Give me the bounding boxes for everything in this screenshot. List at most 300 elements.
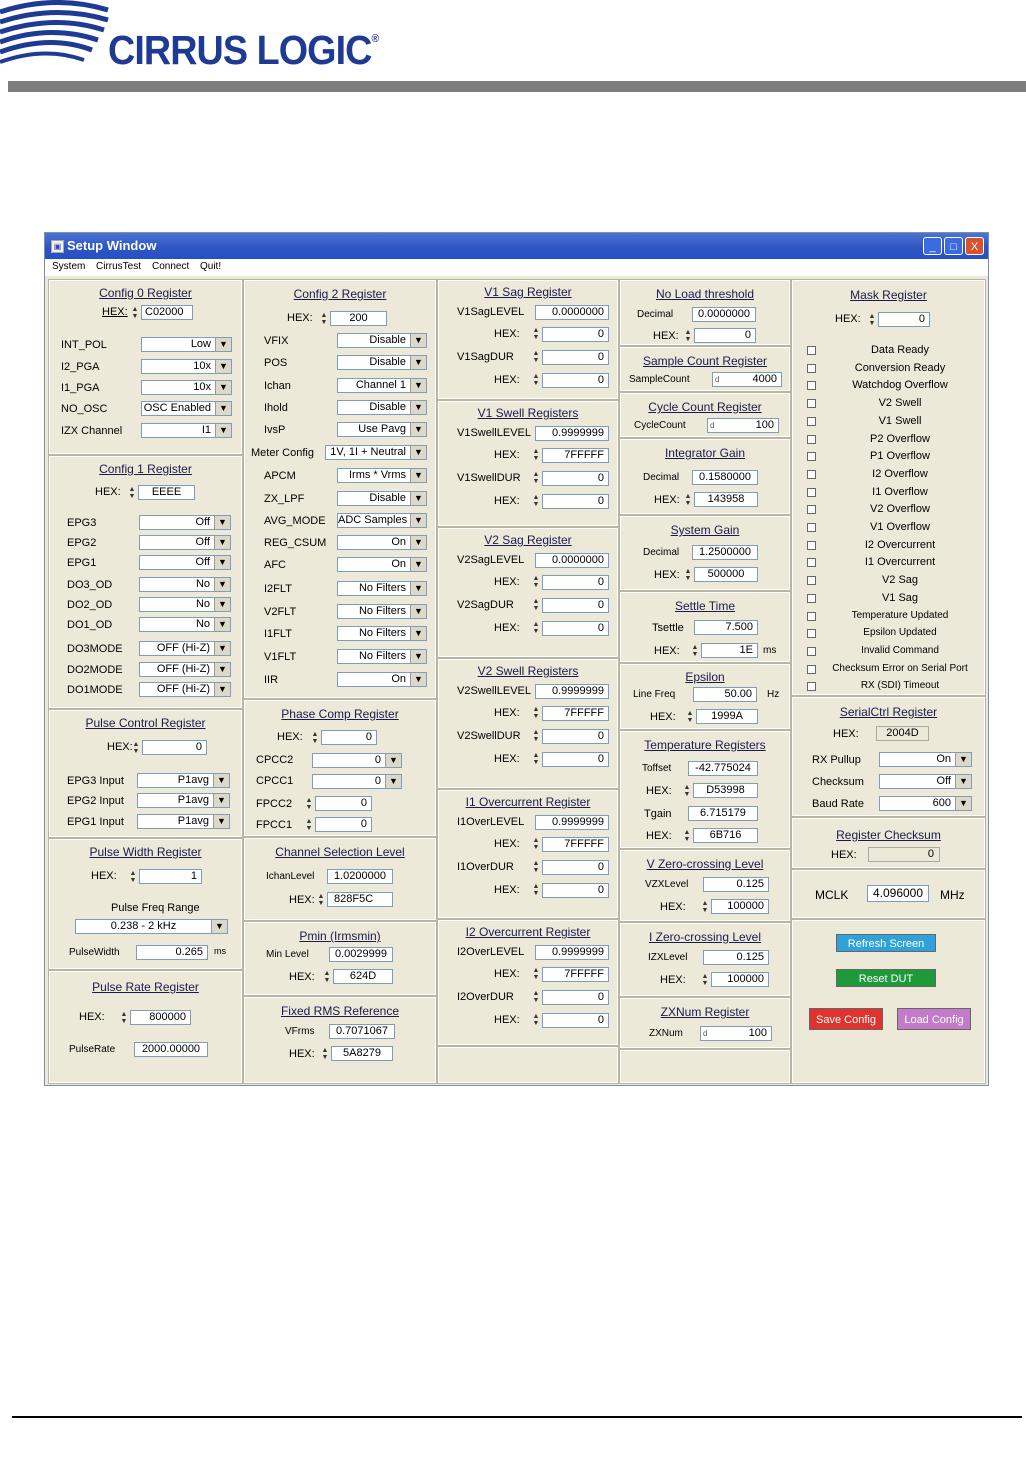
mask-label-invalid-command: Invalid Command <box>861 644 939 656</box>
intgain-hex-label: HEX: <box>654 494 680 506</box>
mask-label-watchdog-overflow: Watchdog Overflow <box>852 379 948 392</box>
title-bar[interactable] <box>45 233 988 259</box>
toffset-field[interactable]: -42.775024 <box>688 761 758 776</box>
samplecount-panel <box>620 347 790 391</box>
epg2-select[interactable] <box>139 535 231 550</box>
i1over-d-field[interactable]: 0 <box>542 883 609 898</box>
config2-hex-spinner[interactable]: ▲ ▼ <box>320 312 328 326</box>
no-osc-label: NO_OSC <box>61 403 108 415</box>
v2swell-a-field[interactable]: 0.9999999 <box>535 684 609 699</box>
epg1-label: EPG1 <box>67 557 97 569</box>
zxnum-prefix: d <box>703 1029 708 1038</box>
v2sag-d-spinner[interactable]: ▲ ▼ <box>532 621 540 635</box>
settle-hex-label: HEX: <box>654 645 680 657</box>
epg2-input-select[interactable] <box>137 793 230 808</box>
epg1-select[interactable] <box>139 555 231 570</box>
ivsp-select-value: Use Pavg <box>358 423 406 435</box>
chevron-down-icon: ▼ <box>410 605 426 618</box>
epsilon-hex-spinner[interactable]: ▲ ▼ <box>686 710 694 724</box>
temp-hex1-field[interactable]: D53998 <box>693 783 758 798</box>
v1swell-b-spinner[interactable]: ▲ ▼ <box>532 448 540 462</box>
config1-hex-spinner[interactable]: ▲ ▼ <box>128 486 136 500</box>
ihold-select-value: Disable <box>369 401 406 413</box>
i1-pga-select[interactable] <box>141 380 232 395</box>
vzx-hex-field[interactable]: 100000 <box>711 899 769 914</box>
temp-hex1-spinner[interactable]: ▲ ▼ <box>683 784 691 798</box>
channel-selection-hex-label: HEX: <box>289 894 315 906</box>
v1swell-b-field[interactable]: 7FFFFF <box>542 448 609 463</box>
v2sag-b-spinner[interactable]: ▲ ▼ <box>532 575 540 589</box>
register-checksum-title: Register Checksum <box>836 828 941 842</box>
mask-label-i1-overflow: I1 Overflow <box>872 485 928 498</box>
intgain-decimal-field[interactable]: 0.1580000 <box>692 470 758 485</box>
zx-lpf-select[interactable] <box>337 491 427 506</box>
epg3-select-value: Off <box>195 516 210 528</box>
baud-rate-label: Baud Rate <box>812 798 864 810</box>
i1over-d-spinner[interactable]: ▲ ▼ <box>532 883 540 897</box>
chevron-down-icon: ▼ <box>215 360 231 373</box>
mask-label-v2-sag: V2 Sag <box>881 574 919 587</box>
i2over-a-field[interactable]: 0.9999999 <box>535 945 609 960</box>
v2sag-a-field[interactable]: 0.0000000 <box>535 553 609 568</box>
regchecksum-hex-label: HEX: <box>831 849 857 861</box>
config2-hex-label: HEX: <box>287 312 313 324</box>
chevron-down-icon: ▼ <box>410 492 426 505</box>
v1swell-a-field[interactable]: 0.9999999 <box>535 426 609 441</box>
vzx-hex-spinner[interactable]: ▲ ▼ <box>701 900 709 914</box>
i2over-a-label: I2OverLEVEL <box>457 946 525 958</box>
baud-rate-select[interactable] <box>879 796 972 811</box>
sysgain-hex-field[interactable]: 500000 <box>694 567 758 582</box>
v1swell-c-spinner[interactable]: ▲ ▼ <box>532 471 540 485</box>
temp-hex2-field[interactable]: 6B716 <box>693 828 758 843</box>
chevron-down-icon: ▼ <box>214 663 230 676</box>
samplecount-field[interactable] <box>712 372 782 387</box>
chevron-down-icon: ▼ <box>410 469 426 482</box>
iir-label: IIR <box>264 674 279 686</box>
v2swell-b-spinner[interactable]: ▲ ▼ <box>532 706 540 720</box>
cpcc2-value: 0 <box>374 754 381 766</box>
pulse-freq-select[interactable] <box>75 919 228 934</box>
do3mode-label: DO3MODE <box>67 643 123 655</box>
noload-hex-field[interactable]: 0 <box>694 328 756 343</box>
v1sag-c-spinner[interactable]: ▲ ▼ <box>532 350 540 364</box>
epg2-input-label: EPG2 Input <box>67 795 124 807</box>
iir-select-value: On <box>391 673 406 685</box>
checksum-select[interactable] <box>879 774 972 789</box>
izxlevel-field[interactable]: 0.125 <box>703 950 769 965</box>
i1over-title: I1 Overcurrent Register <box>465 795 591 809</box>
afc-select[interactable] <box>337 557 427 572</box>
v1sag-a-field[interactable]: 0.0000000 <box>535 305 609 320</box>
mask-title: Mask Register <box>850 288 927 302</box>
int-pol-value: Low <box>190 338 211 350</box>
v2swell-d-spinner[interactable]: ▲ ▼ <box>532 752 540 766</box>
vzxlevel-field[interactable]: 0.125 <box>703 877 769 892</box>
v1swell-c-field[interactable]: 0 <box>542 471 609 486</box>
pulse-rate-hex-label: HEX: <box>79 1011 105 1023</box>
menu-connect[interactable]: Connect <box>152 261 190 272</box>
samplecount-value: 4000 <box>752 373 777 385</box>
cyclecount-title: Cycle Count Register <box>648 400 762 414</box>
serialctrl-hex-label: HEX: <box>833 728 859 740</box>
tgain-label: Tgain <box>644 808 672 820</box>
i2over-c-spinner[interactable]: ▲ ▼ <box>532 990 540 1004</box>
temp-hex2-label: HEX: <box>646 830 672 842</box>
sysgain-hex-spinner[interactable]: ▲ ▼ <box>684 568 692 582</box>
fixed-rms-hex-field[interactable]: 5A8279 <box>331 1046 393 1061</box>
refresh-screen-button[interactable]: Refresh Screen <box>836 934 936 952</box>
brand-name: CIRRUS LOGIC <box>108 27 372 73</box>
v2swell-c-spinner[interactable]: ▲ ▼ <box>532 729 540 743</box>
do1mode-select[interactable] <box>139 682 231 697</box>
i2over-b-field[interactable]: 7FFFFF <box>542 967 609 982</box>
izx-hex-field[interactable]: 100000 <box>711 972 769 987</box>
system-gain-panel <box>620 516 790 590</box>
config0-hex-field[interactable]: C02000 <box>141 305 193 320</box>
ichanlevel-label: IchanLevel <box>266 871 315 882</box>
config2-panel <box>244 280 436 698</box>
i1flt-select-value: No Filters <box>358 627 406 639</box>
i1over-b-label: HEX: <box>494 838 520 850</box>
chevron-down-icon: ▼ <box>410 446 426 459</box>
epsilon-hex-label: HEX: <box>650 711 676 723</box>
toffset-label: Toffset <box>642 763 672 774</box>
line-freq-unit: Hz <box>767 689 780 700</box>
pulse-width-hex-spinner[interactable]: ▲ ▼ <box>129 870 137 884</box>
load-config-button[interactable]: Load Config <box>897 1008 971 1030</box>
cpcc2-select[interactable] <box>312 753 402 768</box>
tgain-field[interactable]: 6.715179 <box>688 806 758 821</box>
mclk-unit: MHz <box>940 888 965 902</box>
do1mode-label: DO1MODE <box>67 684 123 696</box>
i1-pga-label: I1_PGA <box>61 382 100 394</box>
v1sag-c-label: V1SagDUR <box>457 351 514 363</box>
pulse-width-hex-field[interactable]: 1 <box>139 869 202 884</box>
temp-hex2-spinner[interactable]: ▲ ▼ <box>683 829 691 843</box>
i1over-c-spinner[interactable]: ▲ ▼ <box>532 860 540 874</box>
intgain-hex-field[interactable]: 143958 <box>694 492 758 507</box>
ichan-label: Ichan <box>264 380 291 392</box>
config2-hex-field[interactable]: 200 <box>330 311 387 326</box>
pulsewidth-field[interactable]: 0.265 <box>136 945 208 960</box>
empty-panel-2 <box>620 1050 790 1083</box>
pulse-width-panel <box>49 839 242 969</box>
v1sag-d-field[interactable]: 0 <box>542 373 609 388</box>
do1-od-select-value: No <box>195 618 210 630</box>
do3mode-select-value: OFF (Hi-Z) <box>156 642 210 654</box>
cyclecount-field[interactable] <box>707 418 779 433</box>
reg-csum-select[interactable] <box>337 535 427 550</box>
do2mode-select-value: OFF (Hi-Z) <box>156 663 210 675</box>
mask-label-v2-swell: V2 Swell <box>878 397 922 410</box>
samplecount-prefix: d <box>715 375 720 384</box>
tsettle-label: Tsettle <box>652 622 684 634</box>
v1swell-d-field[interactable]: 0 <box>542 494 609 509</box>
izx-channel-value: I1 <box>201 424 211 436</box>
zxnum-field[interactable] <box>700 1026 772 1041</box>
v1swell-panel <box>438 401 618 526</box>
chevron-down-icon: ▼ <box>410 650 426 663</box>
izx-panel <box>620 923 790 996</box>
min-level-field[interactable]: 0.0029999 <box>329 947 393 962</box>
do1-od-label: DO1_OD <box>67 619 113 631</box>
mask-hex-spinner[interactable]: ▲ ▼ <box>868 313 876 327</box>
v2sag-b-field[interactable]: 0 <box>542 575 609 590</box>
config1-hex-field[interactable]: EEEE <box>138 485 195 500</box>
pmin-panel <box>244 922 436 995</box>
minimize-button[interactable]: _ <box>923 237 942 255</box>
ivsp-label: IvsP <box>264 424 286 436</box>
chevron-down-icon: ▼ <box>410 423 426 436</box>
close-button[interactable]: X <box>965 237 984 255</box>
channel-selection-hex-field[interactable]: 828F5C <box>327 892 393 907</box>
reg-csum-label: REG_CSUM <box>264 537 327 549</box>
zx-lpf-select-value: Disable <box>369 492 406 504</box>
i1over-c-field[interactable]: 0 <box>542 860 609 875</box>
v1flt-select[interactable] <box>337 649 427 664</box>
sysgain-decimal-label: Decimal <box>643 547 680 558</box>
mask-label-v1-swell: V1 Swell <box>878 414 922 427</box>
apcm-select[interactable] <box>337 468 427 483</box>
sysgain-decimal-field[interactable]: 1.2500000 <box>692 545 758 560</box>
pmin-hex-spinner[interactable]: ▲ ▼ <box>323 970 331 984</box>
chevron-down-icon: ▼ <box>214 618 230 631</box>
i2flt-select-value: No Filters <box>358 582 406 594</box>
chevron-down-icon: ▼ <box>410 379 426 392</box>
epg3-input-select[interactable] <box>137 773 230 788</box>
regchecksum-hex-field: 0 <box>868 847 940 862</box>
channel-selection-hex-spinner[interactable]: ▲ ▼ <box>317 893 325 907</box>
pulserate-field[interactable]: 2000.00000 <box>134 1042 208 1057</box>
i2flt-label: I2FLT <box>264 583 292 595</box>
pulse-control-hex-field[interactable]: 0 <box>142 740 207 755</box>
vzxlevel-label: VZXLevel <box>645 879 689 890</box>
izxlevel-label: IZXLevel <box>648 952 688 963</box>
mask-hex-label: HEX: <box>835 313 861 325</box>
epg2-select-value: Off <box>195 536 210 548</box>
fpcc2-field[interactable]: 0 <box>315 796 372 811</box>
mask-label-p2-overflow: P2 Overflow <box>870 432 930 445</box>
epg1-input-select[interactable] <box>137 814 230 829</box>
v2flt-select[interactable] <box>337 604 427 619</box>
phase-comp-hex-field[interactable]: 0 <box>321 730 377 745</box>
tsettle-field[interactable]: 7.500 <box>694 620 758 635</box>
vfix-select[interactable] <box>337 333 427 348</box>
fpcc1-label: FPCC1 <box>256 819 293 831</box>
do3-od-select[interactable] <box>139 577 231 592</box>
window-title: Setup Window <box>67 238 157 253</box>
do2-od-select[interactable] <box>139 597 231 612</box>
line-freq-field[interactable]: 50.00 <box>693 687 757 702</box>
v2sag-c-field[interactable]: 0 <box>542 598 609 613</box>
chevron-down-icon: ▼ <box>410 401 426 414</box>
noload-title: No Load threshold <box>655 287 755 301</box>
actions-panel <box>792 920 985 1083</box>
i2over-b-spinner[interactable]: ▲ ▼ <box>532 967 540 981</box>
samplecount-label: SampleCount <box>629 374 690 385</box>
rx-pullup-select[interactable] <box>879 752 972 767</box>
chevron-down-icon: ▼ <box>214 516 230 529</box>
v1swell-d-label: HEX: <box>494 495 520 507</box>
settle-hex-spinner[interactable]: ▲ ▼ <box>691 644 699 658</box>
v1swell-c-label: V1SwellDUR <box>457 472 521 484</box>
fixed-rms-title: Fixed RMS Reference <box>280 1004 400 1018</box>
mask-label-v2-overflow: V2 Overflow <box>870 503 930 516</box>
noload-hex-spinner[interactable]: ▲ ▼ <box>684 329 692 343</box>
phase-comp-hex-spinner[interactable]: ▲ ▼ <box>311 731 319 745</box>
i1flt-label: I1FLT <box>264 628 292 640</box>
i2over-d-field[interactable]: 0 <box>542 1013 609 1028</box>
noload-panel <box>620 280 790 345</box>
epsilon-hex-field[interactable]: 1999A <box>696 709 758 724</box>
v1sag-b-field[interactable]: 0 <box>542 327 609 342</box>
menu-quit[interactable]: Quit! <box>200 261 222 272</box>
v2swell-d-field[interactable]: 0 <box>542 752 609 767</box>
chevron-down-icon: ▼ <box>955 775 971 788</box>
v2sag-c-spinner[interactable]: ▲ ▼ <box>532 598 540 612</box>
temp-hex1-label: HEX: <box>646 785 672 797</box>
chevron-down-icon: ▼ <box>214 536 230 549</box>
chevron-down-icon: ▼ <box>410 356 426 369</box>
meter-config-select[interactable] <box>325 445 427 460</box>
zxnum-label: ZXNum <box>649 1028 683 1039</box>
cyclecount-prefix: d <box>710 421 715 430</box>
i2over-c-field[interactable]: 0 <box>542 990 609 1005</box>
fpcc2-spinner[interactable]: ▲ ▼ <box>305 797 313 811</box>
i1over-b-field[interactable]: 7FFFFF <box>542 837 609 852</box>
i2flt-select[interactable] <box>337 581 427 596</box>
zx-lpf-label: ZX_LPF <box>264 493 305 505</box>
no-osc-select[interactable] <box>141 401 232 416</box>
v1swell-d-spinner[interactable]: ▲ ▼ <box>532 494 540 508</box>
menu-cirrustest[interactable]: CirrusTest <box>96 261 142 272</box>
i1-pga-value: 10x <box>193 381 211 393</box>
fixed-rms-hex-label: HEX: <box>289 1048 315 1060</box>
chevron-down-icon: ▼ <box>410 627 426 640</box>
fpcc1-spinner[interactable]: ▲ ▼ <box>305 818 313 832</box>
chevron-down-icon: ▼ <box>955 753 971 766</box>
pulse-rate-hex-field[interactable]: 800000 <box>130 1010 191 1025</box>
chevron-down-icon: ▼ <box>215 338 231 351</box>
i1over-a-field[interactable]: 0.9999999 <box>535 815 609 830</box>
cpcc1-value: 0 <box>374 775 381 787</box>
epg3-select[interactable] <box>139 515 231 530</box>
serialctrl-title: SerialCtrl Register <box>839 705 938 719</box>
system-gain-title: System Gain <box>670 523 740 537</box>
mclk-field[interactable]: 4.096000 <box>867 885 929 902</box>
ivsp-select[interactable] <box>337 422 427 437</box>
baud-rate-value: 600 <box>932 797 951 809</box>
iir-select[interactable] <box>337 672 427 687</box>
pulse-rate-panel <box>49 971 242 1083</box>
pos-select[interactable] <box>337 355 427 370</box>
phase-comp-hex-label: HEX: <box>277 731 303 743</box>
pulse-control-hex-spinner[interactable]: ▲ ▼ <box>132 741 140 755</box>
do2mode-select[interactable] <box>139 662 231 677</box>
do2-od-label: DO2_OD <box>67 599 113 611</box>
epg2-input-select-value: P1avg <box>177 794 209 806</box>
config0-panel <box>49 280 242 454</box>
noload-decimal-field[interactable]: 0.0000000 <box>692 307 756 322</box>
int-pol-select[interactable] <box>141 337 232 352</box>
temperature-panel <box>620 731 790 848</box>
i2-pga-value: 10x <box>193 360 211 372</box>
reg-csum-select-value: On <box>391 536 406 548</box>
izx-hex-spinner[interactable]: ▲ ▼ <box>701 973 709 987</box>
v1sag-b-label: HEX: <box>494 328 520 340</box>
ichan-select-value: Channel 1 <box>355 379 406 391</box>
save-config-button[interactable]: Save Config <box>809 1008 883 1030</box>
v1sag-c-field[interactable]: 0 <box>542 350 609 365</box>
reset-dut-button[interactable]: Reset DUT <box>836 969 936 987</box>
cpcc1-select[interactable] <box>312 774 402 789</box>
serialctrl-panel <box>792 697 985 816</box>
settle-hex-field[interactable]: 1E <box>701 643 758 658</box>
fpcc1-field[interactable]: 0 <box>315 817 372 832</box>
vfrms-field[interactable]: 0.7071067 <box>329 1024 395 1039</box>
mask-label-i2-overcurrent: I2 Overcurrent <box>864 538 936 551</box>
i1over-panel <box>438 790 618 918</box>
v2swell-b-field[interactable]: 7FFFFF <box>542 706 609 721</box>
ichanlevel-field[interactable]: 1.0200000 <box>327 869 393 884</box>
v1sag-d-spinner[interactable]: ▲ ▼ <box>532 373 540 387</box>
afc-label: AFC <box>264 559 286 571</box>
pulse-freq-label: Pulse Freq Range <box>111 902 200 914</box>
settle-unit: ms <box>763 645 777 656</box>
ichan-select[interactable] <box>337 378 427 393</box>
v1swell-b-label: HEX: <box>494 449 520 461</box>
config0-hex-spinner[interactable]: ▲ ▼ <box>131 306 139 320</box>
cirrus-logic-logo <box>0 0 400 76</box>
sysgain-hex-label: HEX: <box>654 569 680 581</box>
maximize-button[interactable]: □ <box>944 237 963 255</box>
i2-pga-select[interactable] <box>141 359 232 374</box>
v2sag-d-field[interactable]: 0 <box>542 621 609 636</box>
do2mode-label: DO2MODE <box>67 664 123 676</box>
v1sag-b-spinner[interactable]: ▲ ▼ <box>532 327 540 341</box>
intgain-hex-spinner[interactable]: ▲ ▼ <box>684 493 692 507</box>
i2over-d-spinner[interactable]: ▲ ▼ <box>532 1013 540 1027</box>
i2over-title: I2 Overcurrent Register <box>465 925 591 939</box>
chevron-down-icon: ▼ <box>410 673 426 686</box>
config1-panel <box>49 456 242 708</box>
v1sag-d-label: HEX: <box>494 374 520 386</box>
do3mode-select[interactable] <box>139 641 231 656</box>
cyclecount-label: CycleCount <box>634 420 686 431</box>
pulsewidth-label: PulseWidth <box>69 947 120 958</box>
izx-channel-select[interactable] <box>141 423 232 438</box>
i1flt-select[interactable] <box>337 626 427 641</box>
chevron-down-icon: ▼ <box>955 797 971 810</box>
do1-od-select[interactable] <box>139 617 231 632</box>
i2over-panel <box>438 920 618 1045</box>
i1over-b-spinner[interactable]: ▲ ▼ <box>532 837 540 851</box>
v2swell-c-field[interactable]: 0 <box>542 729 609 744</box>
avg-mode-select[interactable] <box>337 513 427 528</box>
mask-hex-field[interactable]: 0 <box>878 312 930 327</box>
fixed-rms-hex-spinner[interactable]: ▲ ▼ <box>321 1047 329 1061</box>
pulse-rate-hex-spinner[interactable]: ▲ ▼ <box>120 1011 128 1025</box>
menu-system[interactable]: System <box>52 261 86 272</box>
chevron-down-icon: ▼ <box>410 334 426 347</box>
afc-select-value: On <box>391 558 406 570</box>
avg-mode-select-value: ADC Samples <box>338 514 408 526</box>
min-level-label: Min Level <box>266 949 309 960</box>
ihold-select[interactable] <box>337 400 427 415</box>
v1flt-label: V1FLT <box>264 651 297 663</box>
pmin-hex-field[interactable]: 624D <box>333 969 393 984</box>
